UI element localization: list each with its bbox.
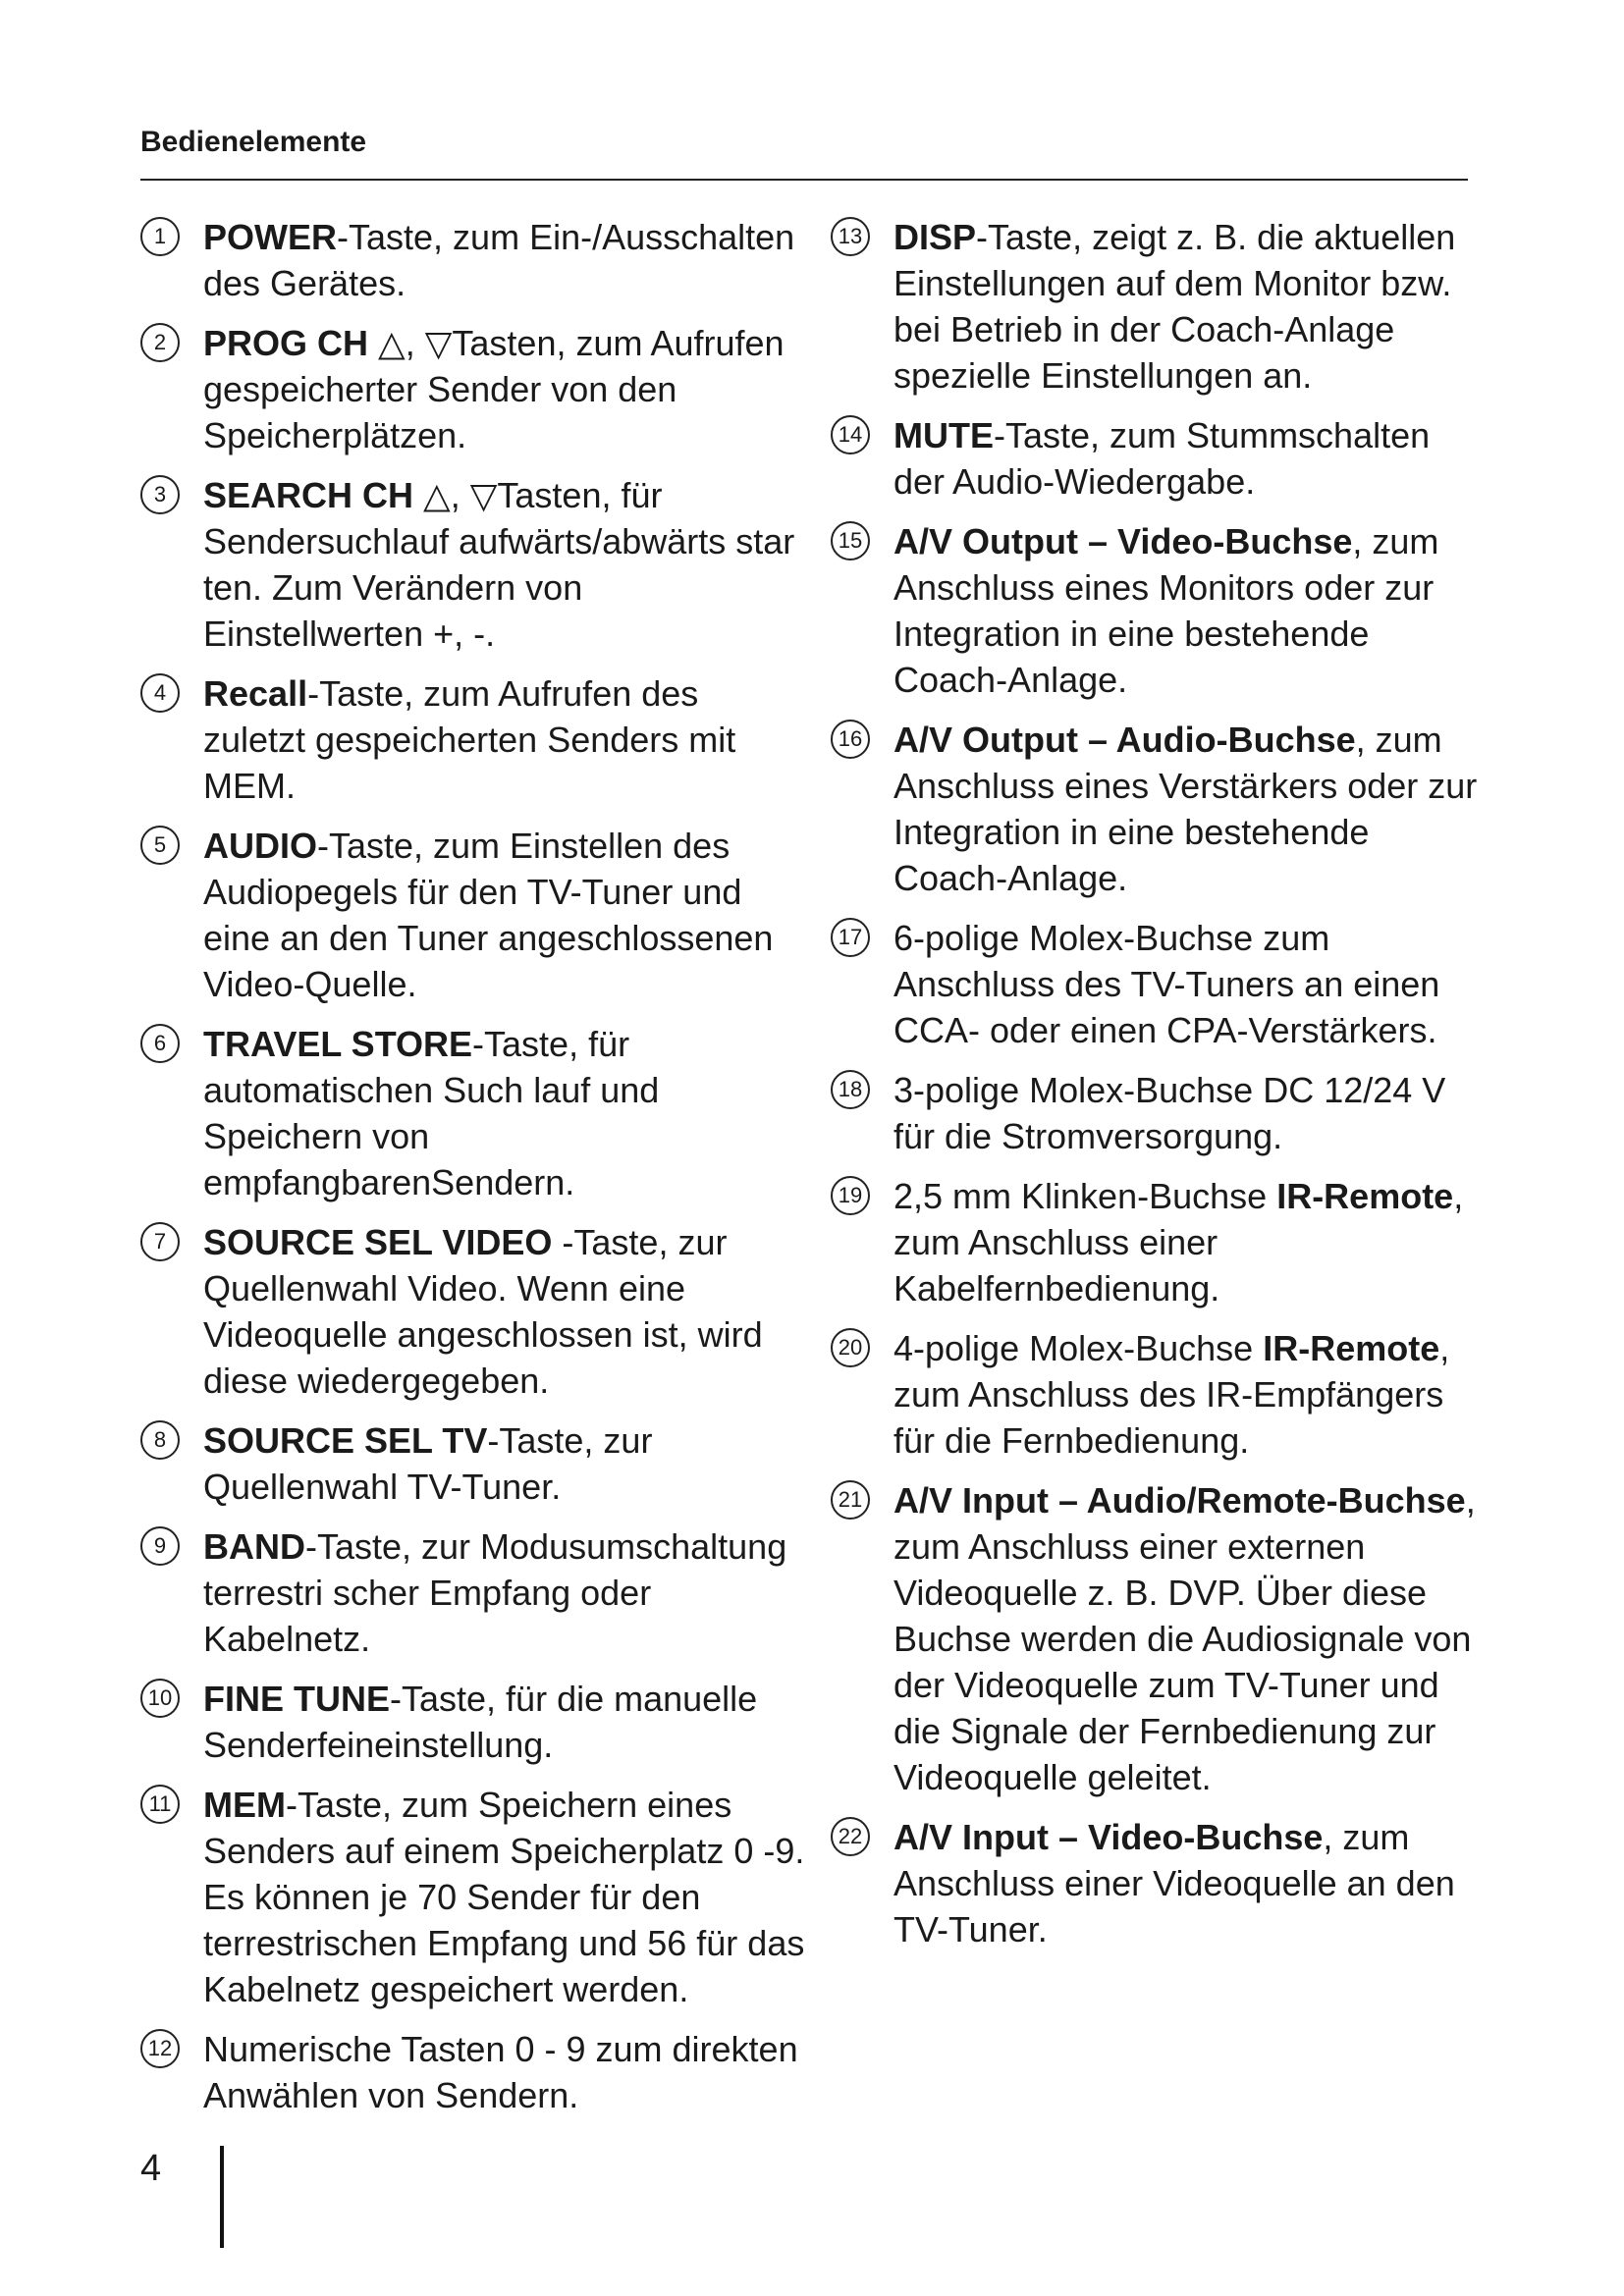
item-keyword: PROG CH [203,323,369,363]
item-keyword: BAND [203,1526,305,1567]
item-description: -Taste, zum Aufrufen des zuletzt gespeicherten Senders mit MEM. [203,673,736,806]
item-number: 15 [831,521,870,561]
list-item [140,823,810,1007]
list-item [140,320,810,458]
item-number: 5 [140,826,180,865]
item-keyword: A/V Output – Audio-Buchse [893,720,1356,760]
item-description: , zum Anschluss einer externen Videoquelle z. B. DVP. Über diese Buchse werden die Audiosignale von der Videoquelle zum TV-Tuner und die Signale der Fernbedienung zur Videoquelle geleitet. [893,1480,1476,1797]
item-description: 6-polige Molex-Buchse zum Anschluss des TV-Tuners an einen CCA- oder einen CPA-Verstärkers. [893,918,1440,1050]
item-number: 10 [140,1679,180,1718]
item-description: -Taste, zur Quellenwahl TV-Tuner. [203,1420,653,1507]
item-keyword-secondary: IR-Remote [1263,1328,1440,1368]
page-number: 4 [140,2148,162,2189]
item-keyword: AUDIO [203,826,317,866]
item-number: 12 [140,2029,180,2068]
list-item [831,1067,1484,1159]
item-number: 9 [140,1526,180,1566]
item-description-secondary: , zum Anschluss des IR-Empfängers für die Fernbedienung. [893,1328,1450,1461]
list-item [140,1523,810,1662]
item-keyword: A/V Input – Audio/Remote-Buchse [893,1480,1466,1521]
item-description: △, ▽Tasten, zum Aufrufen gespeicherter Sender von den Speicherplätzen. [203,323,785,455]
list-item [140,1782,810,2012]
item-number: 6 [140,1024,180,1063]
list-item [831,1325,1484,1464]
section-heading: Bedienelemente [140,126,1468,181]
item-number: 16 [831,720,870,759]
item-number: 22 [831,1817,870,1856]
list-item [831,518,1484,703]
list-item [831,1173,1484,1311]
item-keyword: SEARCH CH [203,475,414,515]
item-description: -Taste, für die manuelle Senderfeineinstellung. [203,1679,758,1765]
item-keyword: POWER [203,217,338,257]
item-number: 3 [140,475,180,514]
item-description: 2,5 mm Klinken-Buchse [893,1176,1268,1216]
item-description: , zum Anschluss einer Videoquelle an den TV-Tuner. [893,1817,1455,1949]
item-number: 2 [140,323,180,362]
list-item [140,1417,810,1510]
item-number: 11 [140,1785,180,1824]
item-description: -Taste, zum Stummschalten der Audio-Wiedergabe. [893,415,1431,502]
item-description: -Taste, zur Modusumschaltung terrestri scher Empfang oder Kabelnetz. [203,1526,787,1659]
item-keyword: FINE TUNE [203,1679,391,1719]
item-description: 4-polige Molex-Buchse [893,1328,1254,1368]
item-number: 21 [831,1480,870,1520]
item-keyword-secondary: IR-Remote [1276,1176,1454,1216]
item-description: 3-polige Molex-Buchse DC 12/24 V für die Stromversorgung. [893,1070,1446,1156]
item-keyword: A/V Output – Video-Buchse [893,521,1353,561]
list-item [140,2026,810,2118]
item-keyword: A/V Input – Video-Buchse [893,1817,1324,1857]
list-item [831,717,1484,901]
footer-divider [220,2146,224,2248]
list-item [140,1021,810,1205]
item-description: -Taste, zum Einstellen des Audiopegels für den TV-Tuner und eine an den Tuner angeschlossenen Video-Quelle. [203,826,774,1004]
item-keyword: TRAVEL STORE [203,1024,473,1064]
item-number: 1 [140,217,180,256]
list-item [831,1477,1484,1800]
item-keyword: SOURCE SEL TV [203,1420,488,1461]
right-column [831,214,1484,1966]
item-description: , zum Anschluss eines Verstärkers oder zur Integration in eine bestehende Coach-Anlage. [893,720,1478,898]
item-keyword: MUTE [893,415,994,455]
item-description: △, ▽Tasten, für Sendersuchlauf aufwärts/abwärts star ten. Zum Verändern von Einstellwerten +, -. [203,475,795,654]
item-number: 8 [140,1420,180,1460]
item-number: 7 [140,1222,180,1261]
list-item [140,670,810,809]
item-number: 4 [140,673,180,713]
list-item [831,1814,1484,1952]
item-number: 17 [831,918,870,957]
item-number: 20 [831,1328,870,1367]
item-description: Numerische Tasten 0 - 9 zum direkten Anwählen von Sendern. [203,2029,798,2115]
item-keyword: MEM [203,1785,286,1825]
item-description: , zum Anschluss eines Monitors oder zur Integration in eine bestehende Coach-Anlage. [893,521,1439,700]
list-item [831,412,1484,505]
item-keyword: Recall [203,673,308,714]
item-number: 14 [831,415,870,454]
item-description-secondary: , zum Anschluss einer Kabelfernbedienung. [893,1176,1464,1308]
item-description: -Taste, zur Quellenwahl Video. Wenn eine Videoquelle angeschlossen ist, wird diese wiedergegeben. [203,1222,763,1401]
item-description: -Taste, zum Ein-/Ausschalten des Gerätes. [203,217,795,303]
left-column [140,214,810,2132]
item-number: 19 [831,1176,870,1215]
list-item [831,915,1484,1053]
list-item [140,1219,810,1404]
item-description: -Taste, für automatischen Such lauf und Speichern von empfangbarenSendern. [203,1024,660,1202]
list-item [140,1676,810,1768]
item-description: -Taste, zeigt z. B. die aktuellen Einstellungen auf dem Monitor bzw. bei Betrieb in der Coach-Anlage spezielle Einstellungen an. [893,217,1456,396]
item-number: 13 [831,217,870,256]
list-item [831,214,1484,399]
item-keyword: SOURCE SEL VIDEO [203,1222,553,1262]
item-number: 18 [831,1070,870,1109]
list-item [140,214,810,306]
item-keyword: DISP [893,217,977,257]
list-item [140,472,810,657]
item-description: -Taste, zum Speichern eines Senders auf einem Speicherplatz 0 -9. Es können je 70 Sender für den terrestrischen Empfang und 56 für das Kabelnetz gespeichert werden. [203,1785,805,2009]
